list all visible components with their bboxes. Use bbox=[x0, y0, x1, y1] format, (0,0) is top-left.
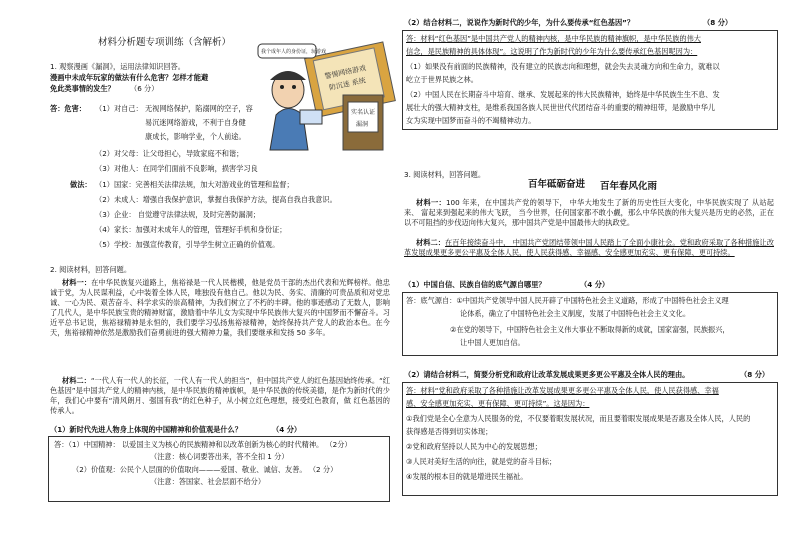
q3-m2-label: 材料二： bbox=[416, 238, 446, 247]
q2b-ans-l1: 答：材料“红色基因”是中国共产党人的精神内核，是中华民族的精神旗帜，是中华民族的伟大 bbox=[406, 34, 701, 43]
q3-sub1-score: （4 分） bbox=[580, 280, 610, 289]
q1-method-3: （3）企业： 自觉遵守法律法规，及时完善防漏洞； bbox=[95, 210, 260, 219]
q3-prompt: 3. 阅读材料，回答问题。 bbox=[404, 170, 486, 179]
q3-material-2 bbox=[404, 238, 774, 258]
q2-sub2-score: （8 分） bbox=[703, 18, 733, 27]
q1-method-label: 做法： bbox=[70, 180, 92, 189]
q2-sub2: （2）结合材料二，说说作为新时代的少年，为什么要传承“红色基因”？ bbox=[404, 18, 635, 27]
q1-answer-3: （3）对他人：在同学们面前不良影响，损害学习良 bbox=[95, 164, 258, 173]
q2b-ans-l3: （1）如果没有前面的民族精神，没有建立的民族志向和理想，就会失去灵魂方向和生命力，就难以 bbox=[406, 62, 720, 71]
q3-ans2-l3: ①我们党是全心全意为人民服务的党，不仅要着眼发展状况，而且要着眼发展成果是否惠及全体人民，人民的 bbox=[406, 414, 751, 423]
sign-line-2: 防沉迷 系统 bbox=[328, 76, 367, 92]
q3-m2-text: 在百年接续奋斗中， 中国共产党团结带领中国人民踏上了全面小康社会。党和政府采取了各种措施让改革发展成果更多更公平惠及全体人民，使人民获得感、幸福感、安全感更加充实、更有保障、更可持续。 bbox=[404, 238, 774, 257]
q3-ans2-l6: ③人民对美好生活的向往，就是党的奋斗目标； bbox=[406, 457, 557, 466]
q3-ans1b: 论体系，确立了中国特色社会主义制度，发展了中国特色社会主义文化。 bbox=[460, 309, 691, 318]
q3-sub2-score: （8 分） bbox=[740, 370, 770, 379]
q1-method-5: （5）学校：加强宣传教育，引导学生树立正确的价值观。 bbox=[95, 240, 280, 249]
q2-ans1a: 答：（1）中国精神： 以爱国主义为核心的民族精神和以改革创新为核心的时代精神。 （2分） bbox=[54, 440, 352, 449]
q3-ans2-l2: 感、安全感更加充实、更有保障、更可持续”。这是因为： bbox=[406, 399, 590, 408]
q2-material-1 bbox=[50, 278, 390, 338]
sign-line-1: 警惕网络游戏 bbox=[323, 64, 367, 81]
q3-material-1 bbox=[404, 198, 774, 228]
q1-answer-1: （1）对自己： 无视网络保护，陷溺网的空子，容 bbox=[95, 104, 253, 113]
q1-prompt-line2: 漫画中未成年玩家的做法有什么危害？怎样才能避 bbox=[50, 73, 209, 82]
speech-bubble: 我个成年人的身份证，玩游戏 bbox=[261, 49, 327, 55]
q1-method-4: （4）家长：加强对未成年人的管理，管理好手机和身份证； bbox=[95, 225, 287, 234]
q3-ans2-l7: ④发展的根本目的就是增进民生福祉。 bbox=[406, 472, 528, 481]
q2-material-2 bbox=[50, 376, 390, 416]
q3-m1-text: 100 年来，在中国共产党的领导下， 中华大地发生了新的历史性巨大变化，中华民族实现了 从站起来、 富起来到强起来的伟大飞跃， 当今世界，任何国家都不敢小觑，那么中华民族的伟大复兴是历史的必然，正在以不可阻挡的步伐迈向伟大复兴，那中国共产党是中国最伟大的执政党。 bbox=[404, 198, 774, 227]
q2-ans1b-note: （注意：答国家、社会层面不给分） bbox=[150, 477, 266, 486]
q2-m1-text: 在中华民族复兴道路上，焦裕禄是一代人民楷模，他是党员干部的杰出代表和光辉榜样。他忠诚于党，为人民谋利益，心中装着全体人民，唯独没有他自己。他以为民、务实、清廉的可贵品质和对党忠诚、一心为民、艰苦奋斗、科学求实的崇高精神，为我们树立了不朽的丰碑。他的事迹感动了无数人，影响了几代人，是中华民族宝贵的精神财富，激励着中华儿女为实现中华民族伟大复兴的中国梦而不懈奋斗。习近平总书记说，焦裕禄精神是永恒的，我们要学习弘扬焦裕禄精神，始终保持共产党人的政治本色。在今天，焦裕禄精神依然是激励我们奋勇前进的强大精神力量，我们要继承和发扬 50 多年。 bbox=[50, 278, 390, 337]
q2b-ans-l7: 女为实现中国梦而奋斗的不竭精神动力。 bbox=[406, 116, 536, 125]
q3-ans2-l4: 获得感是否得到切实体现； bbox=[406, 427, 493, 436]
q2-m1-label: 材料一： bbox=[62, 278, 92, 287]
q3-ans1c: ②在党的领导下，中国特色社会主义伟大事业不断取得新的成就，国家富强，民族振兴， bbox=[450, 325, 730, 334]
q3-heading: 百年砥砺奋进 bbox=[528, 179, 586, 190]
q2-prompt: 2. 阅读材料，回答问题。 bbox=[50, 265, 132, 274]
q2-sub1-score: （4 分） bbox=[272, 425, 302, 434]
q3-sub2: （2）请结合材料二，简要分析党和政府让改革发展成果更多更公平惠及全体人民的理由。 bbox=[404, 370, 690, 379]
q2-ans1b: （2）价值观：公民个人层面的价值取向———爱国、敬业、诚信、友善。 （2 分） bbox=[72, 465, 338, 474]
q2b-ans-l2: 信念，是民族精神的具体体现”。这说明了作为新时代的少年为什么要传承红色基因呢因为： bbox=[406, 47, 698, 56]
q3-sub1: （1）中国自信、民族自信的底气源自哪里？ bbox=[404, 280, 546, 289]
q3-ans2-l1: 答：材料“党和政府采取了各种措施让改革发展成果更多更公平惠及全体人民，使人民获得感、幸福 bbox=[406, 386, 719, 395]
q2b-ans-l6: 展壮大的强大精神支柱，是维系我国各族人民世世代代团结奋斗的重要的精神纽带，是激励中华儿 bbox=[406, 103, 716, 112]
q2-sub1: （1）新时代先进人物身上体现的中国精神和价值观是什么？ bbox=[50, 425, 242, 434]
board-text: 实名认证 bbox=[351, 109, 376, 116]
q3-ans1d: 让中国人更加自信。 bbox=[460, 338, 525, 347]
q2-m2-label: 材料二： bbox=[62, 376, 91, 385]
q3-heading-2: 百年春风化雨 bbox=[600, 181, 658, 192]
q1-prompt: 1. 观察漫画《漏洞》，运用法律知识回答。 bbox=[50, 62, 185, 71]
q2b-ans-l4: 屹立于世界民族之林。 bbox=[406, 75, 478, 84]
q3-ans1a: 答：底气源自：①中国共产党领导中国人民开辟了中国特色社会主义道路，形成了中国特色社会主义理 bbox=[406, 296, 729, 305]
q1-answer-1c: 康成长，影响学业，个人前途。 bbox=[145, 132, 246, 141]
q1-answer-1b: 易沉迷网络游戏，不利于自身健 bbox=[145, 118, 246, 127]
page-title: 材料分析题专项训练（含解析） bbox=[98, 37, 232, 48]
q1-answer-label: 答：危害： bbox=[50, 104, 86, 113]
board-sub: 漏洞 bbox=[356, 121, 369, 128]
q2-ans1a-note: （注意：核心词要答出来，答不全扣 1 分） bbox=[150, 452, 289, 461]
q1-answer-2: （2）对父母：让父母担心，导致家庭不和谐； bbox=[95, 149, 244, 158]
q1-method-2: （2）未成人：增强自我保护意识，掌握自我保护方法，提高自我自我意识。 bbox=[95, 195, 337, 204]
q3-m1-label: 材料一： bbox=[416, 198, 446, 207]
q1-score: （6 分） bbox=[130, 84, 159, 93]
q2b-ans-l5: （2）中国人民在长期奋斗中培育、继承、发展起来的伟大民族精神，始终是中华民族生生不息、发 bbox=[406, 90, 720, 99]
q2-m2-text: “一代人有一代人的长征，一代人有一代人的担当”，但中国共产党人的红色基因始终传承。“红色基因”是中国共产党人的精神内核，是中华民族的精神旗帜，是中华民族的传统美德，是作为新时代的少年，我们心中要有“清风朗月、强国有我”的红色种子，从小树立红色理想，接受红色教育，做 红色基因的传承人。 bbox=[50, 376, 390, 415]
q1-prompt-line3: 免此类事情的发生？ bbox=[50, 84, 115, 93]
q1-method-1: （1）国家：完善相关法律法规，加大对游戏业的管理和监督； bbox=[95, 180, 294, 189]
cartoon-illustration bbox=[248, 40, 403, 155]
q3-ans2-l5: ②党和政府坚持以人民为中心的发展思想； bbox=[406, 442, 542, 451]
